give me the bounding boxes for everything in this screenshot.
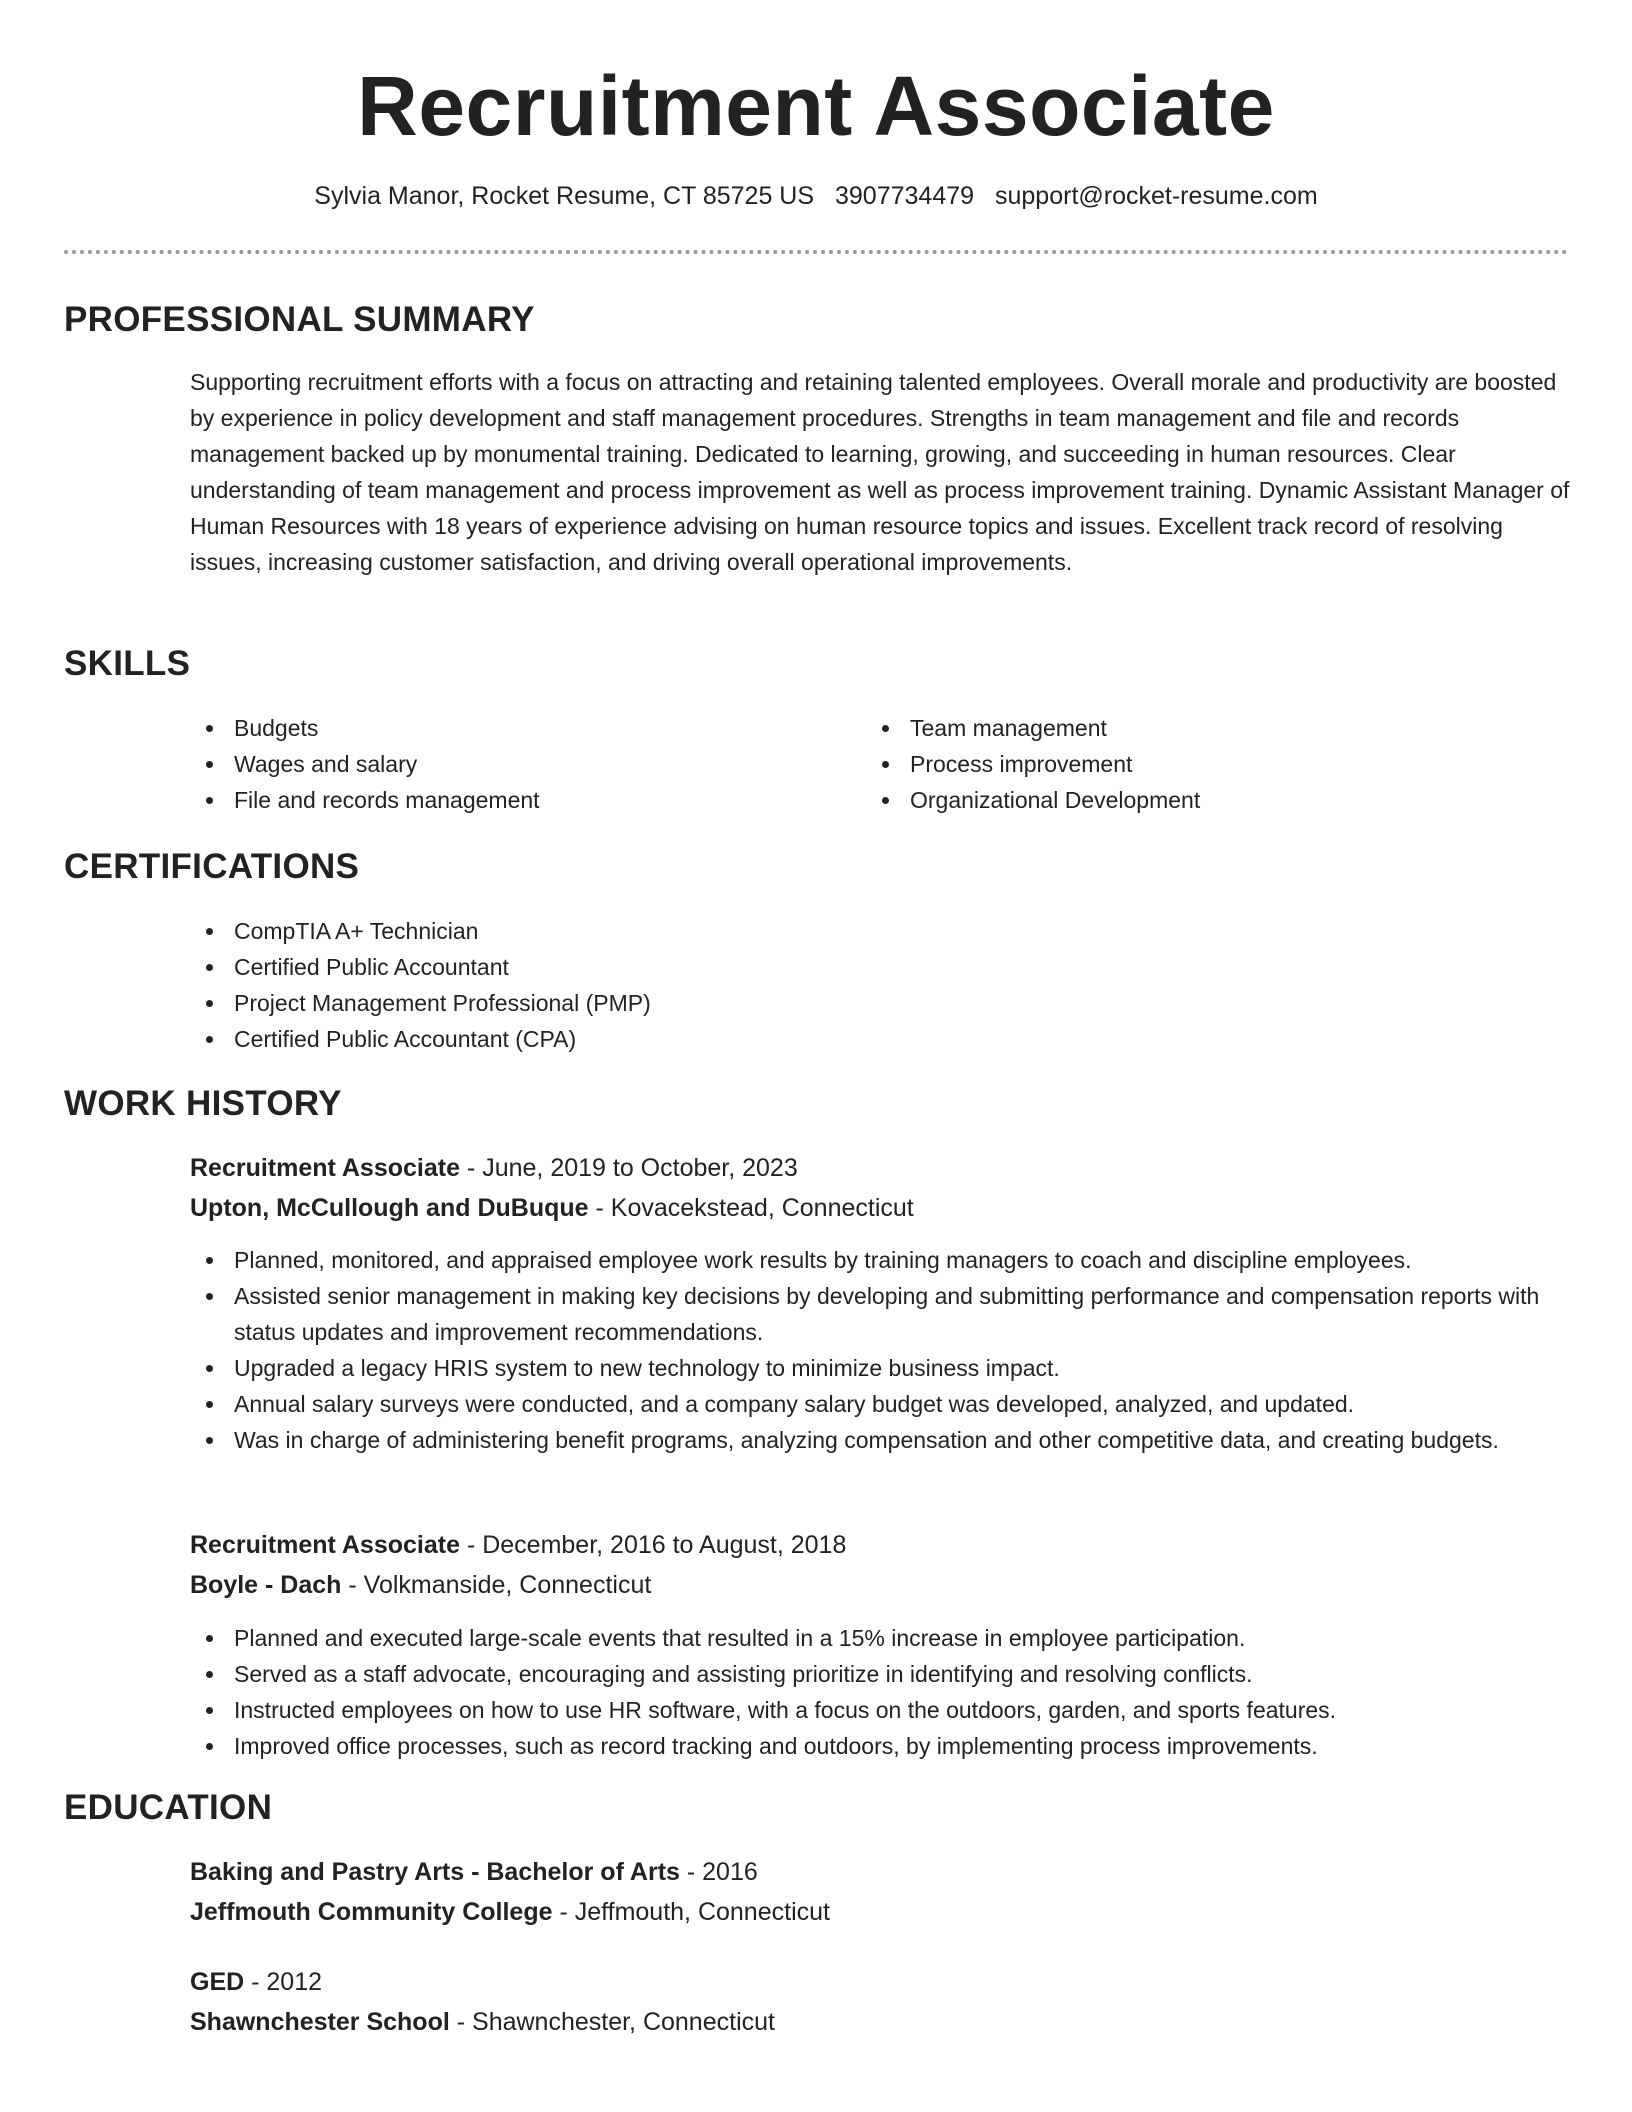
job-bullet: Assisted senior management in making key decisions by developing and submitting performance and compensation reports with status updates and improvement recommendations.: [190, 1278, 1570, 1350]
skill-item: Wages and salary: [190, 746, 850, 782]
job-bullet: Planned and executed large-scale events that resulted in a 15% increase in employee participation.: [190, 1620, 1570, 1656]
job-bullets: [190, 1242, 1570, 1458]
skills-list-right: [866, 710, 1526, 818]
job-bullets: [190, 1620, 1570, 1764]
job-title-line: [190, 1525, 1570, 1565]
job-bullet: Upgraded a legacy HRIS system to new technology to minimize business impact.: [190, 1350, 1570, 1386]
skill-item: Team management: [866, 710, 1526, 746]
summary-text: Supporting recruitment efforts with a focus on attracting and retaining talented employees. Overall morale and productivity are boosted by experience in policy development and staff management procedures. Strengths in team management and file and records management backed up by monumental training. Dedicated to learning, growing, and succeeding in human resources. Clear understanding of team management and process improvement as well as process improvement training. Dynamic Assistant Manager of Human Resources with 18 years of experience advising on human resource topics and issues. Excellent track record of resolving issues, increasing customer satisfaction, and driving overall operational improvements.: [190, 369, 1570, 575]
education-year: - 2012: [244, 1968, 323, 1996]
work-history-heading: WORK HISTORY: [64, 1084, 342, 1123]
education-degree: Baking and Pastry Arts - Bachelor of Arts: [190, 1858, 680, 1886]
education-degree-line: [190, 1962, 1570, 2002]
job-company: Boyle - Dach: [190, 1571, 342, 1599]
certification-item: CompTIA A+ Technician: [190, 913, 1570, 949]
certification-item: Certified Public Accountant: [190, 949, 1570, 985]
job-title-line: [190, 1148, 1570, 1188]
certification-item: Project Management Professional (PMP): [190, 985, 1570, 1021]
education-entry: [190, 1962, 1570, 2042]
summary-heading: PROFESSIONAL SUMMARY: [64, 300, 535, 339]
certification-item: Certified Public Accountant (CPA): [190, 1021, 1570, 1057]
education-school-line: [190, 2002, 1570, 2042]
job-entry: [190, 1525, 1570, 1605]
skill-item: Budgets: [190, 710, 850, 746]
education-degree: GED: [190, 1968, 245, 1996]
education-heading: EDUCATION: [64, 1788, 273, 1827]
education-school: Jeffmouth Community College: [190, 1898, 553, 1926]
education-location: - Shawnchester, Connecticut: [449, 2008, 775, 2036]
skills-heading: SKILLS: [64, 644, 191, 683]
job-dates: - June, 2019 to October, 2023: [460, 1154, 798, 1182]
job-dates: - December, 2016 to August, 2018: [460, 1531, 847, 1559]
education-entry: [190, 1852, 1570, 1932]
job-bullet: Planned, monitored, and appraised employee work results by training managers to coach and discipline employees.: [190, 1242, 1570, 1278]
header-divider: [64, 250, 1568, 254]
certifications-list: [190, 913, 1570, 1057]
job-bullet: Served as a staff advocate, encouraging and assisting prioritize in identifying and resolving conflicts.: [190, 1656, 1570, 1692]
education-location: - Jeffmouth, Connecticut: [552, 1898, 830, 1926]
job-company: Upton, McCullough and DuBuque: [190, 1194, 589, 1222]
job-bullet: Was in charge of administering benefit programs, analyzing compensation and other competitive data, and creating budgets.: [190, 1422, 1570, 1458]
contact-line: [64, 178, 1568, 214]
resume-name: Recruitment Associate: [357, 59, 1275, 153]
job-location: - Kovacekstead, Connecticut: [588, 1194, 914, 1222]
certifications-heading: CERTIFICATIONS: [64, 847, 360, 886]
education-year: - 2016: [679, 1858, 758, 1886]
job-role: Recruitment Associate: [190, 1531, 460, 1559]
contact-phone: 3907734479: [835, 182, 975, 210]
resume-page: [64, 0, 1570, 2036]
education-degree-line: [190, 1852, 1570, 1892]
skills-list-left: [190, 710, 850, 818]
job-location: - Volkmanside, Connecticut: [341, 1571, 652, 1599]
contact-email[interactable]: support@rocket-resume.com: [995, 182, 1318, 210]
job-entry: [190, 1148, 1570, 1228]
job-company-line: [190, 1188, 1570, 1228]
skill-item: File and records management: [190, 782, 850, 818]
job-bullet: Improved office processes, such as record tracking and outdoors, by implementing process improvements.: [190, 1728, 1570, 1764]
job-company-line: [190, 1565, 1570, 1605]
contact-address: Sylvia Manor, Rocket Resume, CT 85725 US: [314, 182, 815, 210]
skill-item: Process improvement: [866, 746, 1526, 782]
job-role: Recruitment Associate: [190, 1154, 460, 1182]
education-school-line: [190, 1892, 1570, 1932]
skill-item: Organizational Development: [866, 782, 1526, 818]
job-bullet: Annual salary surveys were conducted, and a company salary budget was developed, analyzed, and updated.: [190, 1386, 1570, 1422]
job-bullet: Instructed employees on how to use HR software, with a focus on the outdoors, garden, and sports features.: [190, 1692, 1570, 1728]
education-school: Shawnchester School: [190, 2008, 450, 2036]
